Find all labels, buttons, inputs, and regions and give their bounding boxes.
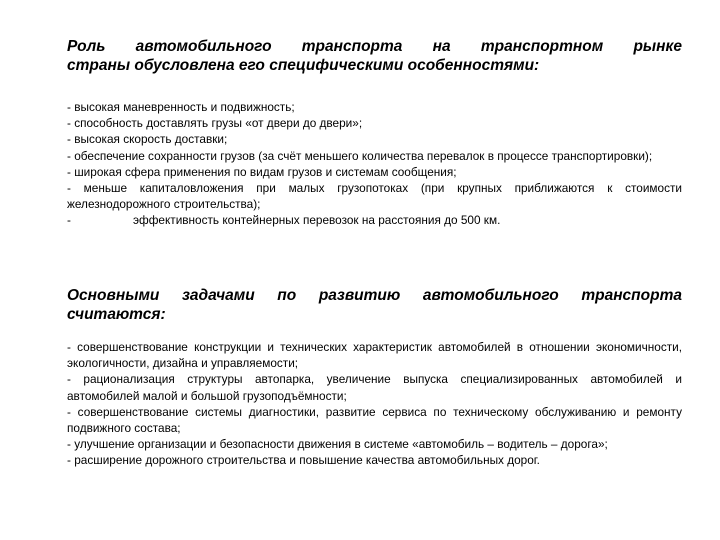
list-item: - меньше капиталовложения при малых грузопотоках (при крупных приближаются к стоимости железнодорожного строительства); bbox=[67, 181, 682, 212]
list-item-dash: - bbox=[67, 213, 71, 228]
section2-heading bbox=[67, 286, 682, 324]
section1-list bbox=[67, 99, 682, 229]
section2-heading-line2: считаются: bbox=[67, 306, 166, 323]
list-item: - высокая маневренность и подвижность; bbox=[67, 100, 295, 114]
section1-heading bbox=[67, 37, 682, 75]
list-item: - рационализация структуры автопарка, увеличение выпуска специализированных автомобилей и автомобилей малой и большой грузоподъёмности; bbox=[67, 372, 682, 403]
section2-heading-line1: Основными задачами по развитию автомобильного транспорта bbox=[67, 287, 682, 304]
list-item: - совершенствование конструкции и технических характеристик автомобилей в отношении экономичности, экологичности, дизайна и управляемости; bbox=[67, 340, 682, 371]
list-item: - широкая сфера применения по видам грузов и системам сообщения; bbox=[67, 164, 457, 179]
section1-heading-line1: Роль автомобильного транспорта на транспортном рынке bbox=[67, 38, 682, 55]
list-item: - высокая скорость доставки; bbox=[67, 132, 228, 147]
list-item bbox=[67, 212, 682, 228]
section2-list bbox=[67, 339, 682, 469]
list-item: - обеспечение сохранности грузов (за счёт меньшего количества перевалок в процессе транспортировки); bbox=[67, 148, 653, 163]
list-item: - улучшение организации и безопасности движения в системе «автомобиль – водитель – дорога»; bbox=[67, 437, 608, 452]
list-item: - способность доставлять грузы «от двери до двери»; bbox=[67, 116, 363, 131]
list-item: - расширение дорожного строительства и повышение качества автомобильных дорог. bbox=[67, 453, 540, 468]
list-item-text: эффективность контейнерных перевозок на расстояния до 500 км. bbox=[133, 213, 501, 228]
section1-heading-line2: страны обусловлена его специфическими особенностями: bbox=[67, 57, 540, 74]
list-item: - совершенствование системы диагностики, развитие сервиса по техническому обслуживанию и ремонту подвижного состава; bbox=[67, 404, 682, 436]
